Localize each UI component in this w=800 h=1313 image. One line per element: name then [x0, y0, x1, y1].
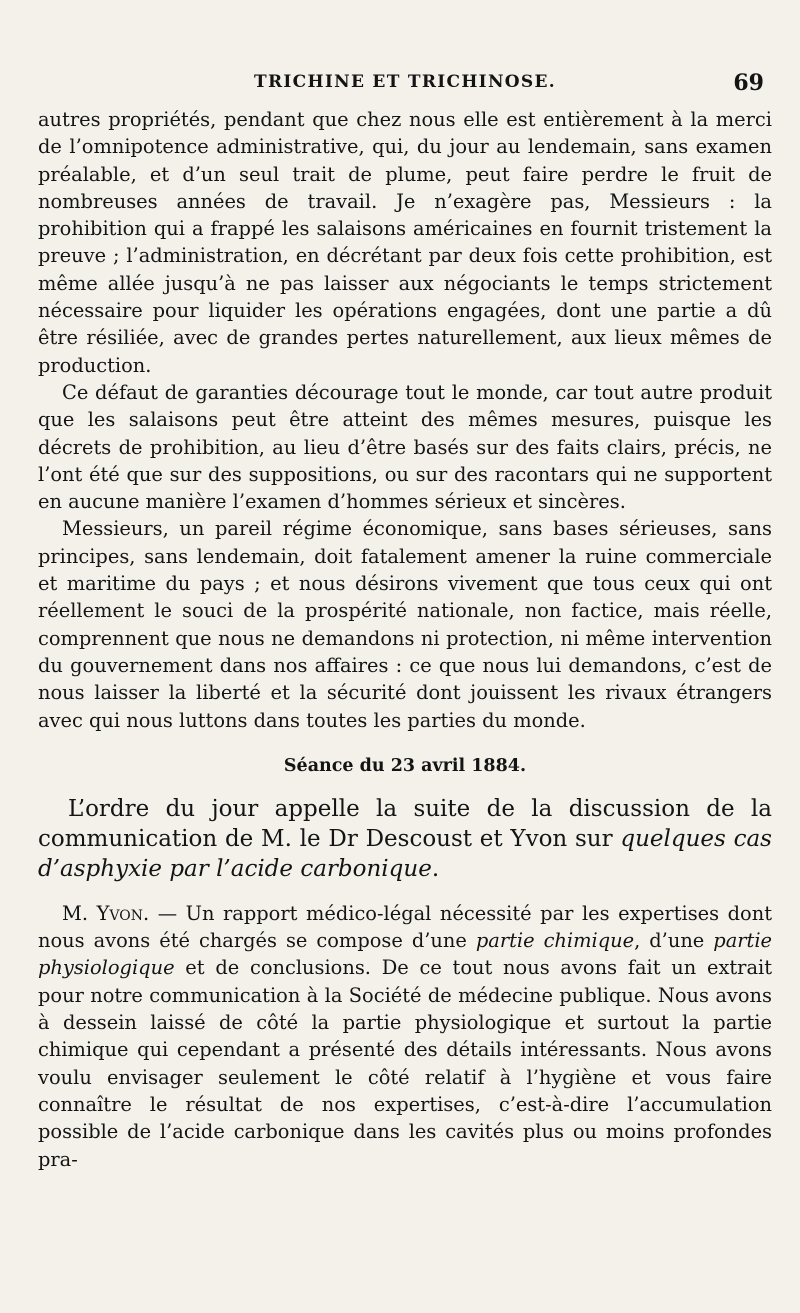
order-of-day-end: . — [431, 855, 440, 882]
running-header — [38, 68, 772, 106]
paragraph-garanties: Ce défaut de garanties décourage tout le monde, car tout autre produit que les salaisons peut être atteint des mêmes mesures, puisque les décrets de prohibition, au lieu d’être basés sur des faits clairs, précis, ne l’ont été que sur des suppositions, ou sur des racontars qui ne supportent en aucune manière l’examen d’hommes sérieux et sincères. — [38, 380, 772, 514]
speaker-name: M. Yvon. — [62, 901, 150, 925]
seance-date-heading: Séance du 23 avril 1884. — [283, 755, 527, 776]
yvon-text-1: — Un rapport médico-légal nécessité par les expertises dont nous avons été chargés se compose d’une — [38, 901, 772, 953]
yvon-italic-1: partie chimique — [475, 929, 635, 953]
paragraph-continuation: autres propriétés, pendant que chez nous elle est entièrement à la merci de l’omnipotence administrative, qui, du jour au lendemain, sans examen préalable, et d’un seul trait de plume, peut faire perdre le fruit de nombreuses années de travail. Je n’exagère pas, Messieurs : la prohibition qui a frappé les salaisons américaines en fournit tristement la preuve ; l’administration, en décrétant par deux fois cette prohibition, est même allée jusqu’à ne pas laisser aux négociants le temps strictement nécessaire pour liquider les opérations engagées, dont une partie a dû être résiliée, avec de grandes pertes naturellement, aux lieux mêmes de production. — [38, 108, 772, 377]
running-title: TRICHINE ET TRICHINOSE. — [254, 72, 556, 92]
order-of-day-title: quelques cas d’asphyxie par l’acide carbonique — [38, 825, 772, 882]
page-number: 69 — [733, 70, 764, 96]
yvon-text-2: , d’une — [634, 929, 714, 953]
order-of-day-paragraph — [38, 794, 772, 884]
yvon-paragraph — [38, 900, 772, 1173]
yvon-text-3: et de conclusions. De ce tout nous avons fait un extrait pour notre communication à la Société de médecine publique. Nous avons à dessein laissé de côté la partie physiologique et surtout la partie chimique qui cependant a présenté des détails intéressants. Nous avons voulu envisager seulement le côté relatif à l’hygiène et vous faire connaître le résultat de nos expertises, c’est-à-dire l’accumulation possible de l’acide carbonique dans les cavités plus ou moins profondes pra- — [38, 956, 772, 1171]
order-of-day-text: L’ordre du jour appelle la suite de la discussion de la communication de M. le Dr Descoust et Yvon sur — [38, 795, 772, 852]
yvon-italic-2: partie physiologique — [38, 929, 772, 980]
paragraph-regime: Messieurs, un pareil régime économique, sans bases sérieuses, sans principes, sans lendemain, doit fatalement amener la ruine commerciale et maritime du pays ; et nous désirons vivement que tous ceux qui ont réellement le souci de la prospérité nationale, non factice, mais réelle, comprennent que nous ne demandons ni protection, ni même intervention du gouvernement dans nos affaires : ce que nous lui demandons, c’est de nous laisser la liberté et la sécurité dont jouissent les rivaux étrangers avec qui nous luttons dans toutes les parties du monde. — [38, 517, 772, 732]
